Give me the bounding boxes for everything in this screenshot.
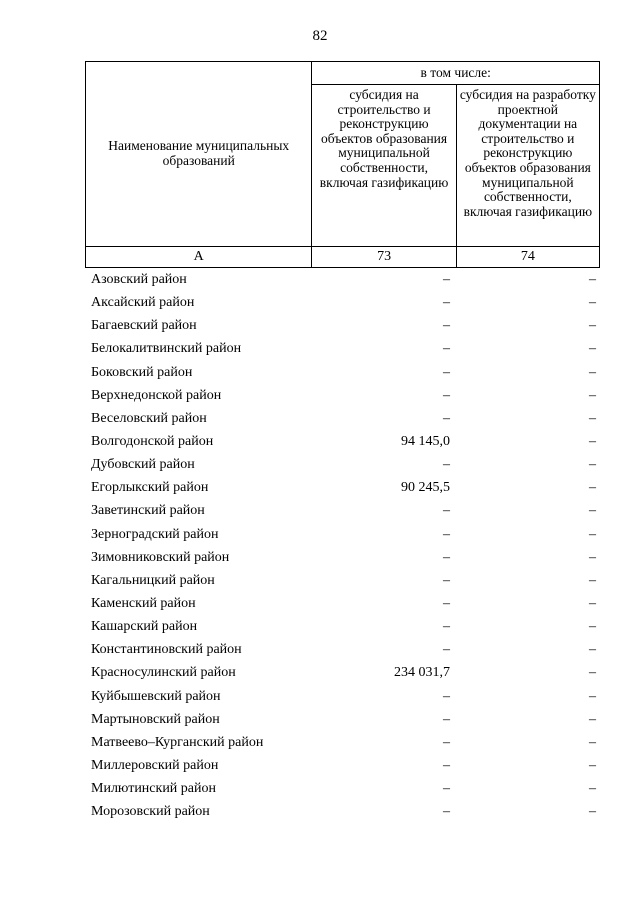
value-col-73: – — [443, 781, 450, 797]
value-col-74: – — [589, 572, 596, 588]
value-col-73: – — [443, 711, 450, 727]
value-col-74: – — [589, 410, 596, 426]
table-row — [0, 548, 640, 571]
value-col-74: – — [589, 595, 596, 611]
municipality-name: Милютинский район — [91, 781, 217, 797]
municipality-name: Морозовский район — [91, 804, 210, 820]
table-body — [0, 270, 640, 825]
value-col-73: – — [443, 688, 450, 704]
municipality-name: Кагальницкий район — [91, 572, 215, 588]
value-col-74: – — [589, 503, 596, 519]
municipality-name: Азовский район — [91, 272, 187, 287]
value-col-73: – — [443, 642, 450, 658]
value-col-74: – — [589, 272, 596, 287]
value-col-73: – — [443, 734, 450, 750]
value-col-74: – — [589, 781, 596, 797]
municipality-name: Заветинский район — [91, 503, 205, 519]
value-col-73: – — [443, 572, 450, 588]
table-row — [0, 756, 640, 779]
table-row — [0, 455, 640, 478]
municipality-name: Аксайский район — [91, 295, 195, 311]
value-col-73: – — [443, 341, 450, 357]
value-col-74: – — [589, 480, 596, 496]
value-col-73: – — [443, 272, 450, 287]
municipality-name: Зимовниковский район — [91, 549, 230, 565]
municipality-name: Волгодонской район — [91, 433, 214, 449]
table-row — [0, 270, 640, 293]
municipality-name: Егорлыкский район — [91, 480, 209, 496]
value-col-73: – — [443, 595, 450, 611]
table-row — [0, 525, 640, 548]
value-col-73: – — [443, 549, 450, 565]
municipality-name: Веселовский район — [91, 410, 207, 426]
municipality-name: Куйбышевский район — [91, 688, 221, 704]
municipality-name: Мартыновский район — [91, 711, 220, 727]
municipality-name: Матвеево–Курганский район — [91, 734, 264, 750]
value-col-74: – — [589, 341, 596, 357]
table-row — [0, 733, 640, 756]
value-col-74: – — [589, 711, 596, 727]
table-row — [0, 386, 640, 409]
municipality-name: Миллеровский район — [91, 757, 219, 773]
municipality-name: Дубовский район — [91, 457, 195, 473]
value-col-74: – — [589, 734, 596, 750]
table-row — [0, 710, 640, 733]
municipality-name: Каменский район — [91, 595, 196, 611]
value-col-74: – — [589, 364, 596, 380]
value-col-74: – — [589, 387, 596, 403]
table-row — [0, 339, 640, 362]
value-col-74: – — [589, 688, 596, 704]
municipality-name: Боковский район — [91, 364, 193, 380]
value-col-73: – — [443, 410, 450, 426]
value-col-74: – — [589, 619, 596, 635]
page-number: 82 — [312, 28, 328, 44]
value-col-73: 90 245,5 — [401, 480, 450, 496]
municipality-name: Зерноградский район — [91, 526, 219, 542]
value-col-73: – — [443, 526, 450, 542]
value-col-74: – — [589, 295, 596, 311]
index-row-name: А — [86, 247, 312, 268]
table-header — [85, 61, 600, 268]
value-col-73: – — [443, 457, 450, 473]
value-col-73: – — [443, 318, 450, 334]
value-col-73: 234 031,7 — [394, 665, 450, 681]
header-group-including: в том числе: — [312, 62, 600, 85]
table-row — [0, 802, 640, 825]
table-row — [0, 316, 640, 339]
table-row — [0, 432, 640, 455]
value-col-73: – — [443, 364, 450, 380]
municipality-name: Багаевский район — [91, 318, 197, 334]
value-col-73: – — [443, 387, 450, 403]
value-col-73: – — [443, 804, 450, 820]
table-row — [0, 363, 640, 386]
value-col-73: 94 145,0 — [401, 433, 450, 449]
value-col-73: – — [443, 503, 450, 519]
table-row — [0, 594, 640, 617]
municipality-name: Верхнедонской район — [91, 387, 222, 403]
value-col-74: – — [589, 757, 596, 773]
table-row — [0, 640, 640, 663]
header-name-column: Наименование муниципальных образований — [86, 62, 312, 247]
value-col-73: – — [443, 757, 450, 773]
value-col-74: – — [589, 457, 596, 473]
value-col-74: – — [589, 804, 596, 820]
value-col-73: – — [443, 295, 450, 311]
table-row — [0, 779, 640, 802]
index-row-col-74: 74 — [456, 247, 599, 268]
index-row-col-73: 73 — [312, 247, 456, 268]
header-col-74-title: субсидия на разработку проектной документации на строительство и реконструкцию объектов образования муниципальной собственности, включая газификацию — [456, 85, 599, 247]
municipality-name: Кашарский район — [91, 619, 198, 635]
value-col-73: – — [443, 619, 450, 635]
table-row — [0, 663, 640, 686]
value-col-74: – — [589, 665, 596, 681]
table-row — [0, 687, 640, 710]
municipality-name: Белокалитвинский район — [91, 341, 242, 357]
table-row — [0, 478, 640, 501]
table-row — [0, 293, 640, 316]
table-row — [0, 409, 640, 432]
table-row — [0, 501, 640, 524]
header-col-73-title: субсидия на строительство и реконструкцию объектов образования муниципальной собственности, включая газификацию — [312, 85, 456, 247]
value-col-74: – — [589, 433, 596, 449]
value-col-74: – — [589, 526, 596, 542]
municipality-name: Константиновский район — [91, 642, 242, 658]
value-col-74: – — [589, 549, 596, 565]
table-row — [0, 571, 640, 594]
municipality-name: Красносулинский район — [91, 665, 236, 681]
value-col-74: – — [589, 642, 596, 658]
table-row — [0, 617, 640, 640]
value-col-74: – — [589, 318, 596, 334]
